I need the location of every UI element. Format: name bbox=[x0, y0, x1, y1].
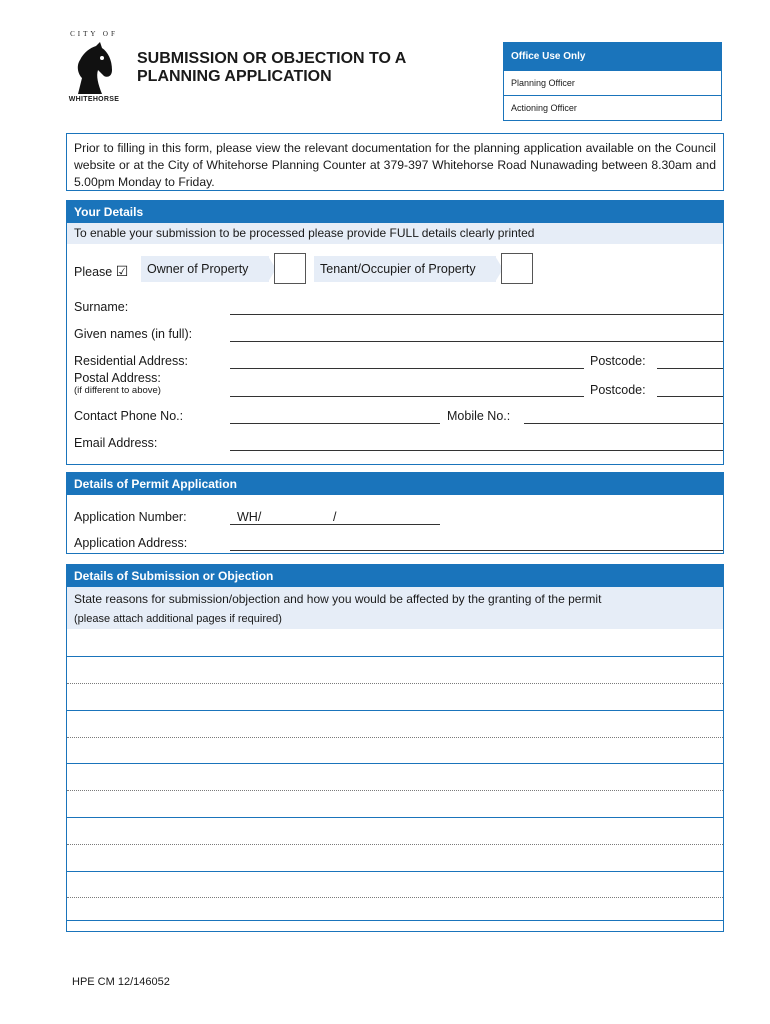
tenant-option: Tenant/Occupier of Property bbox=[314, 256, 496, 282]
write-line bbox=[67, 790, 723, 791]
write-line bbox=[67, 844, 723, 845]
mobile-label: Mobile No.: bbox=[447, 409, 511, 423]
document-reference: HPE CM 12/146052 bbox=[72, 976, 170, 988]
city-logo bbox=[66, 30, 122, 110]
submission-text-area[interactable] bbox=[67, 629, 723, 931]
write-line bbox=[67, 683, 723, 684]
form-title bbox=[137, 50, 477, 86]
please-label bbox=[74, 263, 128, 280]
checkbox-icon: ☑ bbox=[115, 263, 129, 279]
submission-note: (please attach additional pages if required) bbox=[67, 611, 723, 629]
please-text: Please bbox=[74, 265, 113, 279]
planning-officer-row[interactable]: Planning Officer bbox=[504, 70, 721, 95]
permit-heading: Details of Permit Application bbox=[67, 473, 723, 495]
title-line-2: PLANNING APPLICATION bbox=[137, 68, 332, 85]
postal-label: Postal Address: bbox=[74, 371, 161, 385]
mobile-field[interactable] bbox=[524, 423, 723, 424]
write-line bbox=[67, 710, 723, 711]
postcode-field[interactable] bbox=[657, 368, 723, 369]
office-use-heading: Office Use Only bbox=[504, 43, 721, 70]
your-details-instruction: To enable your submission to be processed please provide FULL details clearly printed bbox=[67, 223, 723, 244]
app-address-label: Application Address: bbox=[74, 536, 188, 550]
owner-option: Owner of Property bbox=[141, 256, 269, 282]
logo-bottom-text: WHITEHORSE bbox=[68, 96, 120, 103]
actioning-officer-row[interactable]: Actioning Officer bbox=[504, 95, 721, 120]
owner-checkbox[interactable] bbox=[274, 253, 306, 284]
write-line bbox=[67, 817, 723, 818]
phone-field[interactable] bbox=[230, 423, 440, 424]
residential-label: Residential Address: bbox=[74, 354, 188, 368]
app-address-field[interactable] bbox=[230, 550, 723, 551]
write-line bbox=[67, 897, 723, 898]
app-number-field[interactable] bbox=[230, 524, 440, 525]
logo-top-text: CITY OF bbox=[70, 30, 118, 38]
postal-field[interactable] bbox=[230, 396, 584, 397]
postal-postcode-label: Postcode: bbox=[590, 383, 646, 397]
title-line-1: SUBMISSION OR OBJECTION TO A bbox=[137, 50, 407, 67]
given-names-label: Given names (in full): bbox=[74, 327, 193, 341]
slash-separator: / bbox=[333, 510, 337, 524]
postal-note: (if different to above) bbox=[74, 385, 161, 396]
submission-section bbox=[66, 564, 724, 932]
surname-field[interactable] bbox=[230, 314, 723, 315]
write-line bbox=[67, 871, 723, 872]
email-label: Email Address: bbox=[74, 436, 158, 450]
email-field[interactable] bbox=[230, 450, 723, 451]
postal-postcode-field[interactable] bbox=[657, 396, 723, 397]
submission-instruction: State reasons for submission/objection and how you would be affected by the granting of the permit bbox=[67, 587, 723, 611]
postcode-label: Postcode: bbox=[590, 354, 646, 368]
phone-label: Contact Phone No.: bbox=[74, 409, 184, 423]
intro-text: Prior to filling in this form, please view the relevant documentation for the planning application available on the Council website or at the City of Whitehorse Planning Counter at 379-397 Whitehorse Road Nunawading between 8.30am and 5.00pm Monday to Friday. bbox=[66, 133, 724, 191]
office-use-box bbox=[503, 42, 722, 121]
submission-heading: Details of Submission or Objection bbox=[67, 565, 723, 587]
wh-prefix: WH/ bbox=[237, 510, 262, 524]
your-details-section bbox=[66, 200, 724, 465]
given-names-field[interactable] bbox=[230, 341, 723, 342]
write-line bbox=[67, 920, 723, 921]
horse-head-icon bbox=[72, 40, 116, 96]
app-number-label: Application Number: bbox=[74, 510, 187, 524]
residential-field[interactable] bbox=[230, 368, 584, 369]
surname-label: Surname: bbox=[74, 300, 129, 314]
permit-section bbox=[66, 472, 724, 554]
your-details-heading: Your Details bbox=[67, 201, 723, 223]
write-line bbox=[67, 656, 723, 657]
write-line bbox=[67, 763, 723, 764]
tenant-checkbox[interactable] bbox=[501, 253, 533, 284]
write-line bbox=[67, 737, 723, 738]
